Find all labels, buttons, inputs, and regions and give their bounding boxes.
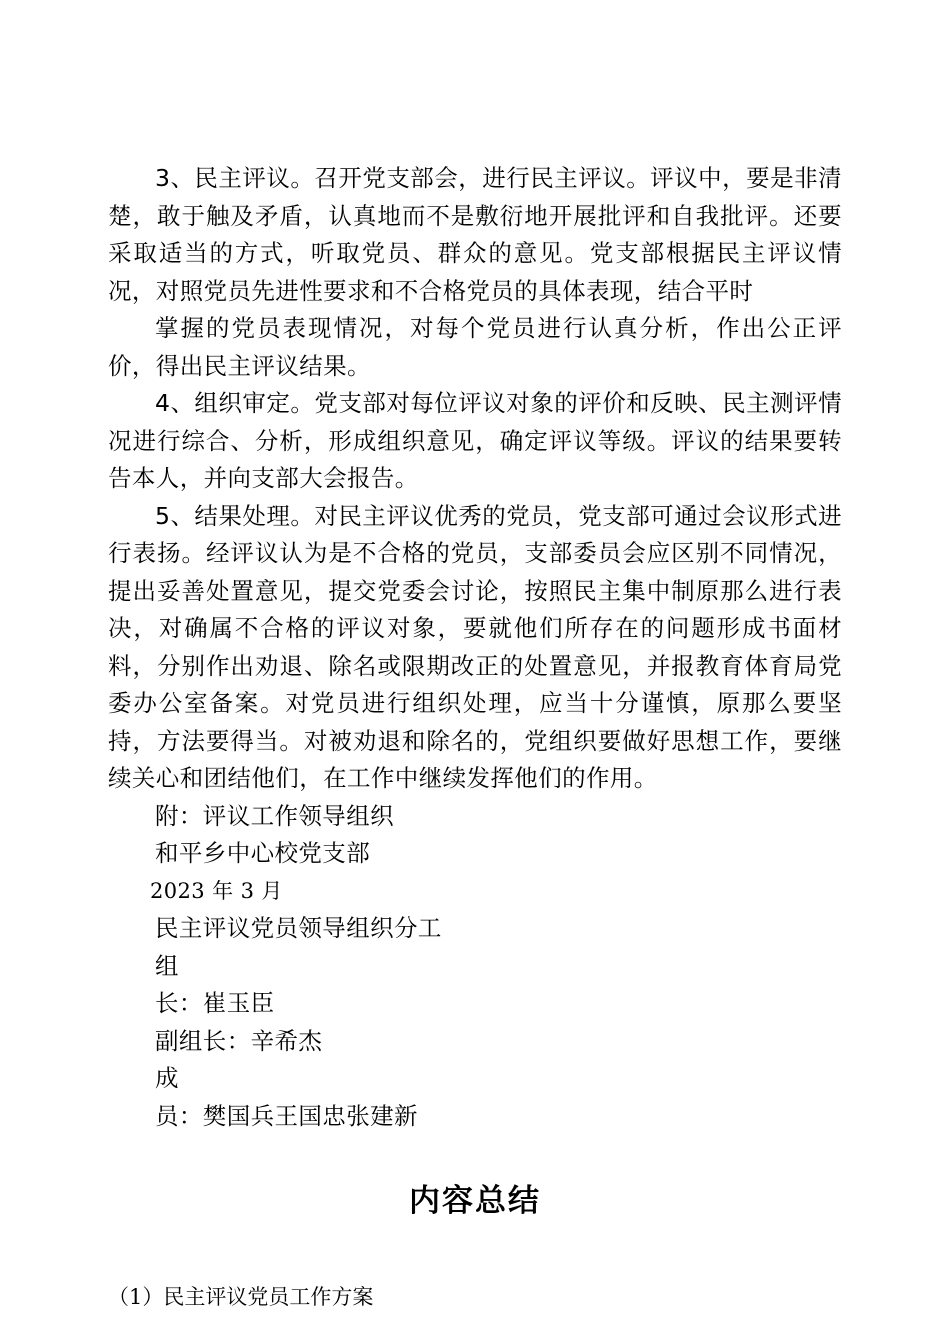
appendix-line-attachment: 附：评议工作领导组织	[155, 801, 394, 830]
paragraph-3-democratic-review: 3、民主评议。召开党支部会，进行民主评议。评议中，要是非清楚，敢于触及矛盾，认真地而不是敷衍地开展批评和自我批评。还要采取适当的方式，听取党员、群众的意见。党支部根据民主评议情况，对照党员先进性要求和不合格党员的具体表现，结合平时	[108, 164, 842, 305]
paragraph-member-performance: 掌握的党员表现情况，对每个党员进行认真分析，作出公正评价，得出民主评议结果。	[108, 314, 842, 380]
appendix-line-group-leader: 长：崔玉臣	[155, 989, 275, 1017]
paragraph-4-organization-review: 4、组织审定。党支部对每位评议对象的评价和反映、民主测评情况进行综合、分析，形成组织意见，确定评议等级。评议的结果要转告本人，并向支部大会报告。	[108, 389, 842, 492]
appendix-line-branch-name: 和平乡中心校党支部	[155, 839, 371, 867]
appendix-line-members: 员：樊国兵王国忠张建新	[155, 1101, 418, 1130]
appendix-line-members-label: 成	[155, 1064, 179, 1092]
appendix-line-deputy-leader: 副组长：辛希杰	[155, 1026, 323, 1055]
appendix-line-leadership-division: 民主评议党员领导组织分工	[155, 914, 442, 942]
document-body	[108, 160, 842, 1135]
summary-item: （1）民主评议党员工作方案	[108, 1285, 374, 1309]
appendix-line-date: 2023 年 3 月	[150, 878, 283, 903]
summary-heading: 内容总结	[409, 1183, 541, 1219]
appendix-line-group-label: 组	[155, 951, 179, 980]
paragraph-5-result-handling: 5、结果处理。对民主评议优秀的党员，党支部可通过会议形式进行表扬。经评议认为是不合格的党员，支部委员会应区别不同情况，提出妥善处置意见，提交党委会讨论，按照民主集中制原那么进行表决，对确属不合格的评议对象，要就他们所存在的问题形成书面材料，分别作出劝退、除名或限期改正的处置意见，并报教育体育局党委办公室备案。对党员进行组织处理，应当十分谨慎，原那么要坚持，方法要得当。对被劝退和除名的，党组织要做好思想工作，要继续关心和团结他们，在工作中继续发挥他们的作用。	[108, 501, 842, 792]
